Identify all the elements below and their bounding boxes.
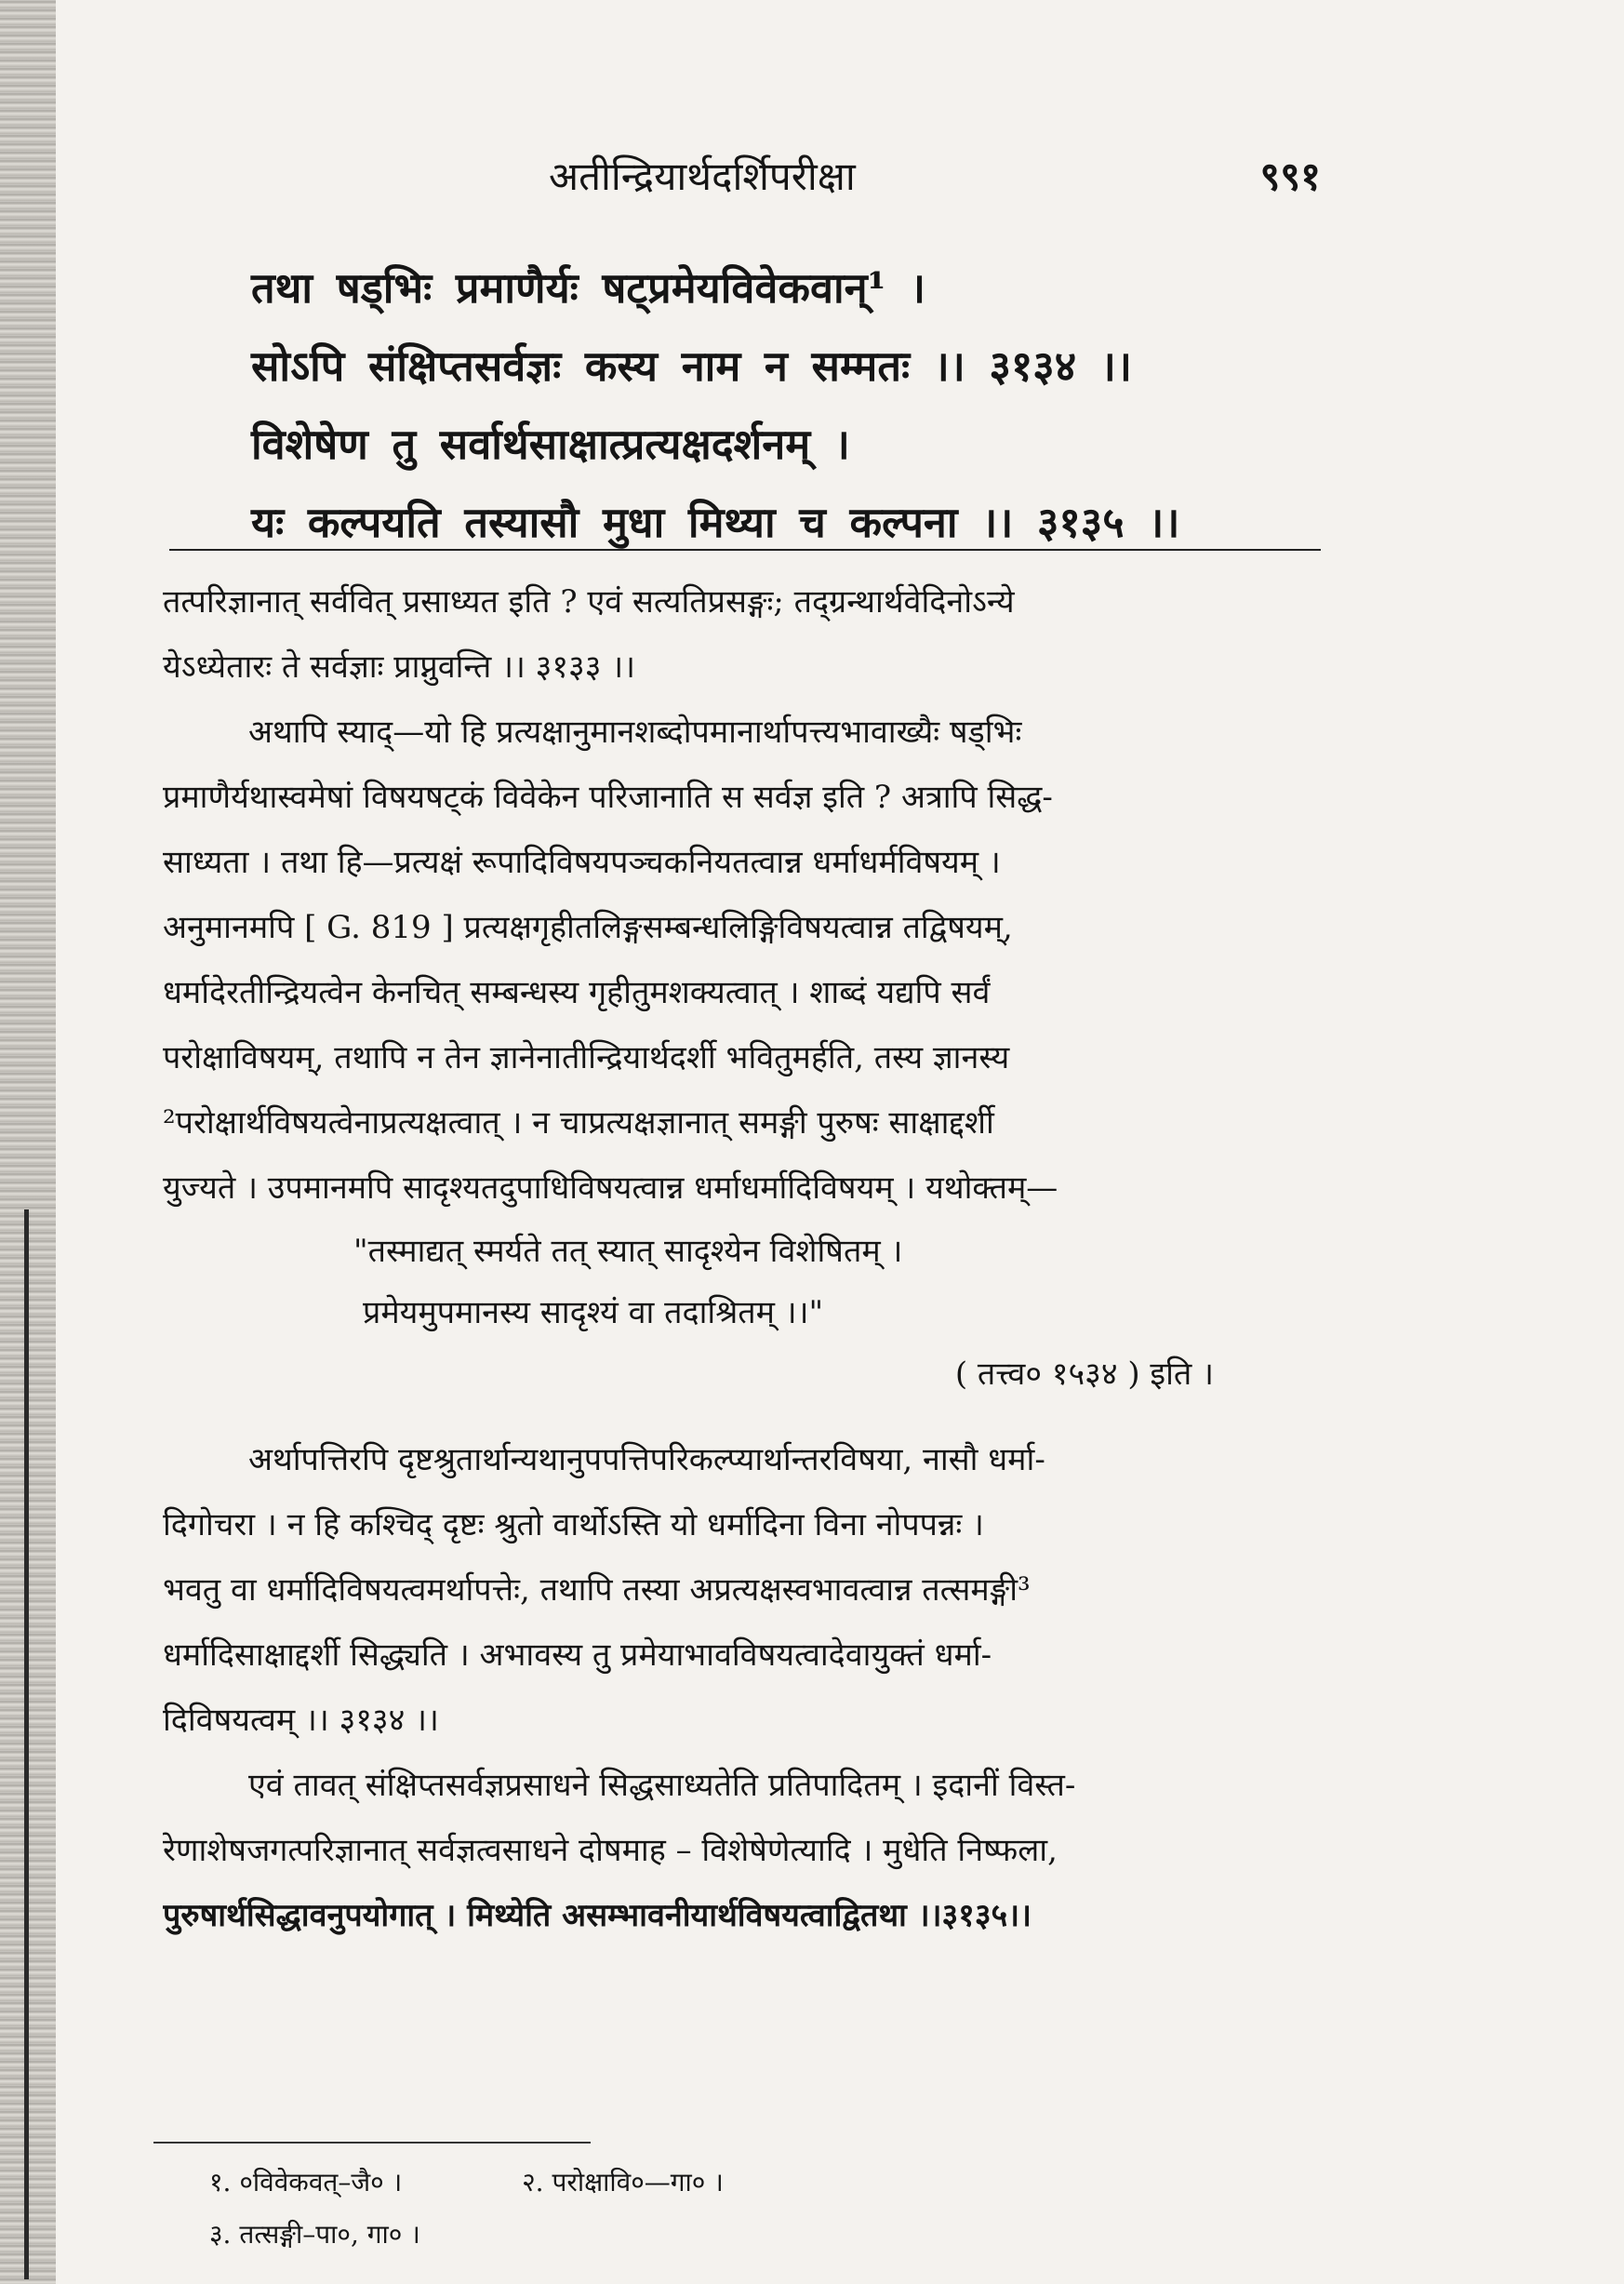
verse-line: सोऽपि संक्षिप्तसर्वज्ञः कस्य नाम न सम्मतः ।। ३१३४ ।। — [251, 341, 1132, 391]
commentary-line: एवं तावत् संक्षिप्तसर्वज्ञप्रसाधने सिद्धसाध्यतेति प्रतिपादितम् । इदानीं विस्त- — [248, 1767, 1076, 1804]
footnote-row — [209, 2209, 1232, 2261]
commentary-line: युज्यते । उपमानमपि सादृश्यतदुपाधिविषयत्वान्न धर्माधर्मादिविषयम् । यथोक्तम्— — [163, 1169, 1058, 1207]
quote-reference: ( तत्त्व० १५३४ ) इति । — [954, 1356, 1214, 1393]
footnote: २. परोक्षावि०—गा० । — [522, 2167, 724, 2197]
commentary-line: अनुमानमपि [ G. 819 ] प्रत्यक्षगृहीतलिङ्गसम्बन्धलिङ्गिविषयत्वान्न तद्विषयम्, — [163, 909, 1013, 946]
commentary-line: अथापि स्याद्—यो हि प्रत्यक्षानुमानशब्दोपमानार्थापत्त्यभावाख्यैः षड्भिः — [248, 714, 1022, 751]
verse-divider — [169, 549, 1321, 551]
commentary-line: भवतु वा धर्मादिविषयत्वमर्थापत्तेः, तथापि तस्या अप्रत्यक्षस्वभावत्वान्न तत्समङ्गी³ — [163, 1571, 1031, 1609]
commentary-line: साध्यता । तथा हि—प्रत्यक्षं रूपादिविषयपञ्चकनियतत्वान्न धर्माधर्मविषयम् । — [163, 844, 1001, 881]
quote-line: "तस्माद्यत् स्मर्यते तत् स्यात् सादृश्येन विशेषितम् । — [353, 1233, 903, 1270]
page-header — [167, 149, 1321, 214]
running-title: अतीन्द्रियार्थदर्शिपरीक्षा — [549, 154, 856, 199]
commentary-line: परोक्षाविषयम्, तथापि न तेन ज्ञानेनातीन्द्रियार्थदर्शी भवितुमर्हति, तस्य ज्ञानस्य — [163, 1039, 1010, 1076]
quote-line: प्रमेयमुपमानस्य सादृश्यं वा तदाश्रितम् ।।" — [363, 1294, 824, 1331]
commentary-line: रेणाशेषजगत्परिज्ञानात् सर्वज्ञत्वसाधने दोषमाह – विशेषेणेत्यादि । मुधेति निष्फला, — [163, 1832, 1058, 1869]
verse-block — [251, 249, 1274, 562]
commentary-line: प्रमाणैर्यथास्वमेषां विषयषट्कं विवेकेन परिजानाति स सर्वज्ञ इति ? अत्रापि सिद्ध- — [163, 779, 1053, 816]
footnote-row — [209, 2157, 1232, 2209]
commentary-line: येऽध्येतारः ते सर्वज्ञाः प्राप्नुवन्ति ।। ३१३३ ।। — [163, 648, 635, 686]
commentary — [163, 569, 1325, 1948]
commentary-line: धर्मादिसाक्षाद्दर्शी सिद्ध्यति । अभावस्य तु प्रमेयाभावविषयत्वादेवायुक्तं धर्मा- — [163, 1636, 992, 1674]
commentary-line: तत्परिज्ञानात् सर्ववित् प्रसाध्यत इति ? एवं सत्यतिप्रसङ्गः; तद्ग्रन्थार्थवेदिनोऽन्ये — [163, 583, 1015, 621]
verse-line: यः कल्पयति तस्यासौ मुधा मिथ्या च कल्पना ।। ३१३५ ।। — [251, 498, 1180, 547]
page-number: ९९१ — [1259, 154, 1321, 199]
footnote-divider — [153, 2142, 591, 2144]
commentary-line: पुरुषार्थसिद्धावनुपयोगात् । मिथ्येति असम्भावनीयार्थविषयत्वाद्वितथा ।।३१३५।। — [163, 1897, 1032, 1934]
verse-line: तथा षड्भिः प्रमाणैर्यः षट्प्रमेयविवेकवान्¹ । — [251, 263, 926, 313]
footnotes — [209, 2157, 1232, 2261]
footnote: ३. तत्सङ्गी–पा०, गा० । — [209, 2219, 420, 2250]
footnote: १. ०विवेकवत्–जै० । — [209, 2167, 403, 2197]
commentary-line: धर्मादेरतीन्द्रियत्वेन केनचित् सम्बन्धस्य गृहीतुमशक्यत्वात् । शाब्दं यद्यपि सर्वं — [163, 974, 991, 1011]
commentary-line: दिविषयत्वम् ।। ३१३४ ।। — [163, 1702, 439, 1739]
commentary-line: दिगोचरा । न हि कश्चिद् दृष्टः श्रुतो वार्थोऽस्ति यो धर्मादिना विना नोपपन्नः । — [163, 1506, 984, 1543]
commentary-line: अर्थापत्तिरपि दृष्टश्रुतार्थान्यथानुपपत्तिपरिकल्प्यार्थान्तरविषया, नासौ धर्मा- — [248, 1441, 1045, 1478]
verse-line: विशेषेण तु सर्वार्थसाक्षात्प्रत्यक्षदर्शनम् । — [251, 420, 850, 469]
commentary-line: ²परोक्षार्थविषयत्वेनाप्रत्यक्षत्वात् । न चाप्रत्यक्षज्ञानात् समङ्गी पुरुषः साक्षाद्दर्शी — [163, 1104, 994, 1142]
